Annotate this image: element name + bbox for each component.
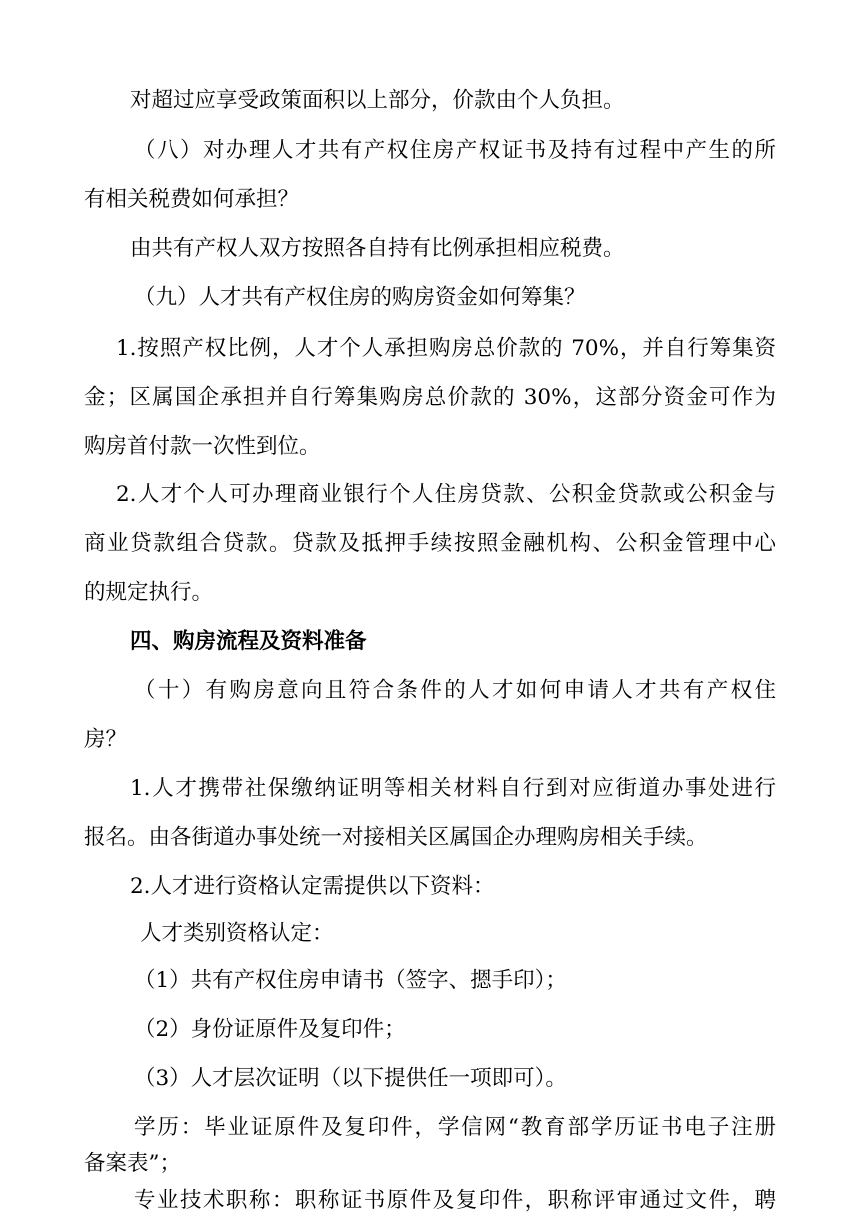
list-item: （2）身份证原件及复印件； [134,1017,406,1042]
text-line: 金；区属国企承担并自行筹集购房总价款的 30%，这部分资金可作为 [84,385,776,410]
text-line: 对超过应享受政策面积以上部分，价款由个人负担。 [130,88,625,113]
text-line: 备案表”； [84,1151,181,1176]
text-line: 2.人才进行资格认定需提供以下资料： [130,874,495,899]
text-line: 2.人才个人可办理商业银行个人住房贷款、公积金贷款或公积金与 [116,482,776,507]
question-heading: （九）人才共有产权住房的购房资金如何筹集？ [134,285,586,310]
text-line: 房？ [84,727,128,752]
text-line: 1.按照产权比例，人才个人承担购房总价款的 70%，并自行筹集资 [116,336,776,361]
text-line: 有相关税费如何承担？ [84,187,300,212]
text-line: 报名。由各街道办事处统一对接相关区属国企办理购房相关手续。 [84,825,708,850]
text-line: 购房首付款一次性到位。 [84,434,321,459]
text-line: 专业技术职称：职称证书原件及复印件，职称评审通过文件，聘 [134,1188,776,1213]
text-line: 由共有产权人双方按照各自持有比例承担相应税费。 [130,236,625,261]
text-line: 的规定执行。 [84,580,214,605]
text-line: 1.人才携带社保缴纳证明等相关材料自行到对应街道办事处进行 [130,776,776,801]
question-heading: （八）对办理人才共有产权住房产权证书及持有过程中产生的所 [134,138,776,163]
question-heading: （十）有购房意向且符合条件的人才如何申请人才共有产权住 [134,678,776,703]
text-line: 商业贷款组合贷款。贷款及抵押手续按照金融机构、公积金管理中心 [84,531,776,556]
section-heading: 四、购房流程及资料准备 [130,629,367,654]
list-item: （1）共有产权住房申请书（签字、摁手印）； [134,968,567,993]
text-line: 人才类别资格认定： [140,921,334,946]
list-item: （3）人才层次证明（以下提供任一项即可）。 [134,1066,567,1091]
text-line: 学历：毕业证原件及复印件，学信网“教育部学历证书电子注册 [134,1115,776,1140]
